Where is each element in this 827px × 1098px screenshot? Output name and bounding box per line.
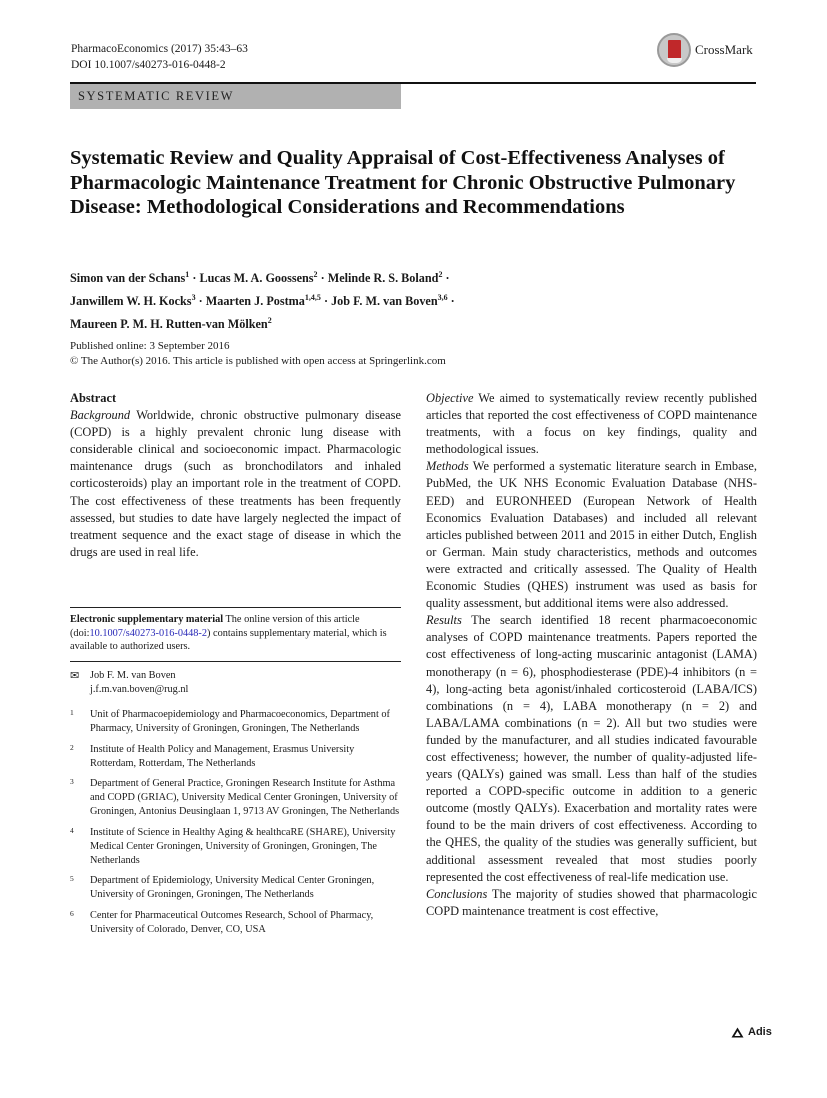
abstract-left-column [70,390,401,561]
esm-bottom-rule [70,661,401,662]
author: Melinde R. S. Boland$^2$ [327,270,443,286]
affiliation-item: 5 Department of Epidemiology, University Medical Center Groningen, University of Groningen, Groningen, The Netherlands [70,874,375,900]
doi-line: DOI 10.1007/s40273-016-0448-2 [71,59,226,71]
envelope-icon: ✉ [70,670,80,682]
supplementary-material-note: Electronic supplementary material The online version of this article (doi:10.1007/s40273-016-0448-2) contains supplementary material, which is available to authorized users. [70,614,387,652]
crossmark-badge[interactable] [657,33,753,67]
article-type-banner: SYSTEMATIC REVIEW [70,84,401,109]
affiliation-item: 1 Unit of Pharmacoepidemiology and Pharmacoeconomics, Department of Pharmacy, University of Groningen, Groningen, The Netherlands [70,708,390,734]
publication-info [70,339,446,368]
journal-line: PharmacoEconomics (2017) 35:43–63 [71,43,248,55]
published-date: Published online: 3 September 2016 [70,340,230,352]
affiliations-list [70,708,401,943]
crossmark-label: CrossMark [695,42,753,57]
publisher-label: Adis [748,1026,772,1038]
abstract-background: Background Worldwide, chronic obstructive pulmonary disease (COPD) is a highly prevalent chronic lung disease with considerable clinical and socioeconomic impact. Pharmacologic maintenance drugs (such as bronchodilators and inhaled corticosteroids) play an important role in the treatment of COPD. The cost effectiveness of these treatments has been frequently assessed, but studies to date have largely neglected the impact of treatment sequence and the exact stage of disease in which the drugs are used in real life. [70,408,401,559]
author: Simon van der Schans$^1$ [70,270,190,286]
copyright-notice: © The Author(s) 2016. This article is published with open access at Springerlink.com [70,354,446,367]
journal-citation [71,41,248,73]
affiliation-item: 3 Department of General Practice, Groningen Research Institute for Asthma and COPD (GRIAC), University Medical Center Groningen, University of Groningen, Antonius Deusinglaan 1, 9713 AV Groningen, The Netherlands [70,777,400,817]
author: Janwillem W. H. Kocks$^3$ [70,293,196,309]
corresponding-author [70,669,401,697]
article-title: Systematic Review and Quality Appraisal of Cost-Effectiveness Analyses of Pharmacologic Maintenance Treatment for Chronic Obstructive Pulmonary Disease: Methodological Considerations and Recommendations [70,147,736,218]
contact-name: Job F. M. van Boven [90,670,176,681]
abstract-objective: Objective We aimed to systematically review recently published articles that reported the cost effectiveness of COPD maintenance treatments, with a focus on key findings, quality and methodological issues. [426,391,758,457]
abstract-methods: Methods We performed a systematic literature search in Embase, PubMed, the UK NHS Economic Evaluation Database (NHS-EED) and EURONHEED (European Network of Health Economics Evaluation Databases) and included all relevant articles published between 2011 and 2015 in either Dutch, English or German. Main study characteristics, methods and outcomes were extracted and critically assessed. The Quality of Health Economic Studies (QHES) instrument was used as basis for quality assessment, but additional items were also addressed. [426,459,758,611]
author: Lucas M. A. Goossens$^2$ [199,270,318,286]
contact-email[interactable]: j.f.m.van.boven@rug.nl [90,684,189,695]
esm-top-rule [70,607,401,608]
abstract-results: Results The search identified 18 recent pharmacoeconomic analyses of COPD maintenance treatments. Papers reported the cost effectiveness of long-acting muscarinic antagonist (LAMA) monotherapy (n = 6), phosphodiesterase (PDE)-4 inhibitors (n = 4), long-acting beta agonist/inhaled corticosteroid (LABA/ICS) combinations (n = 4), LABA monotherapy (n = 2) and LABA/LAMA combinations (n = 2). All but two studies were funded by the manufacturer, and all studies indicated favourable cost effectiveness; however, the number of quality-adjusted life-years (QALYs) gained was small. Less than half of the studies reported a COPD-specific outcome in addition to a generic outcome (mostly QALYs). Exacerbation and mortality rates were found to be the main drivers of cost effectiveness. According to the QHES, the quality of the studies was generally sufficient, but additional assessment revealed that most studies poorly represented the cost effectiveness of real-life medication use. [426,613,758,884]
publisher-logo [731,1026,772,1038]
abstract-conclusions: Conclusions The majority of studies showed that pharmacologic COPD maintenance treatment is cost effective, [426,886,757,918]
doi-link[interactable]: 10.1007/s40273-016-0448-2 [89,627,208,639]
adis-triangle-icon [731,1027,744,1038]
author-list: Simon van der Schans$^1$ · Lucas M. A. Goossens$^2$ · Melinde R. S. Boland$^2$ · Janwillem W. H. Kocks$^3$ · Maarten J. Postma$^{1,4,5}$ · Job F. M. van Boven$^{3,6}$ · Maureen P. M. H. Rutten-van Mölken$^2$ [70,270,455,332]
author: Job F. M. van Boven$^{3,6}$ [331,293,448,309]
author: Maarten J. Postma$^{1,4,5}$ [205,293,321,309]
crossmark-icon [657,33,691,67]
affiliation-item: 6 Center for Pharmaceutical Outcomes Research, School of Pharmacy, University of Colorado, Denver, CO, USA [70,908,374,935]
author: Maureen P. M. H. Rutten-van Mölken$^2$ [70,316,272,332]
abstract-heading: Abstract [70,391,117,405]
affiliation-item: 4 Institute of Science in Healthy Aging & healthcaRE (SHARE), University Medical Center Groningen, University of Groningen, Groningen, The Netherlands [70,825,396,866]
affiliation-item: 2 Institute of Health Policy and Management, Erasmus University Rotterdam, Rotterdam, The Netherlands [70,742,355,769]
abstract-right-column [426,390,757,920]
